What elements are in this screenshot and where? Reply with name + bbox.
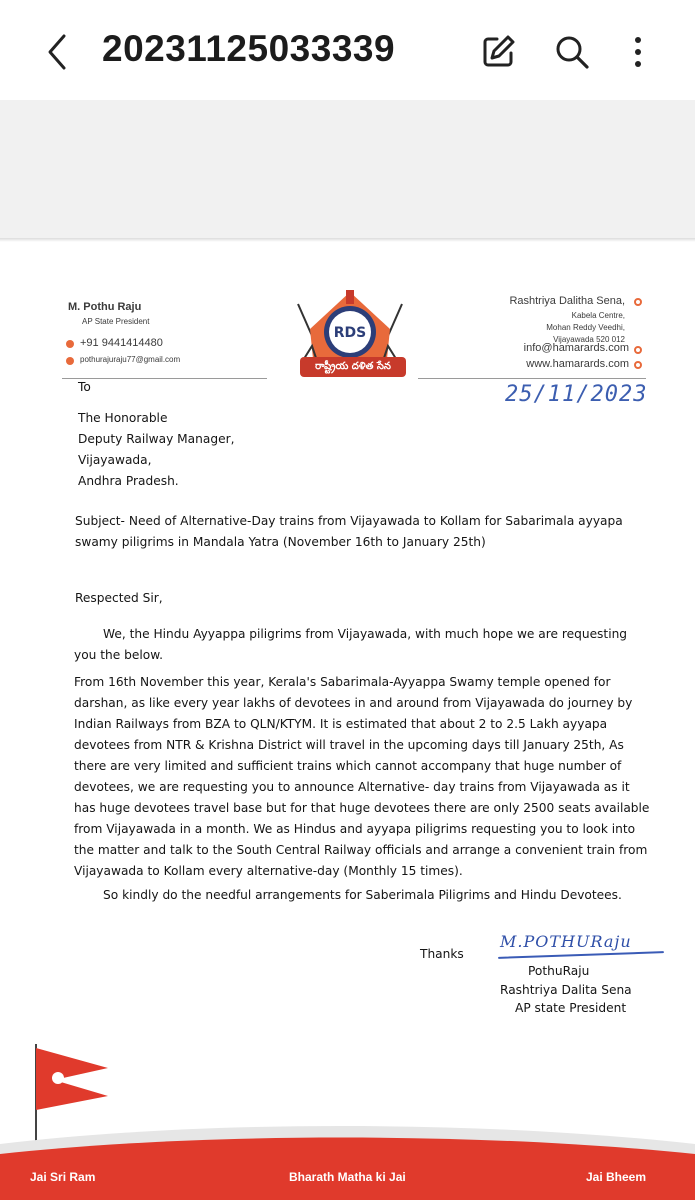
handwritten-date: 25/11/2023	[505, 382, 648, 407]
body-line: darshan, as like every year lakhs of devotees in and around from Vijayawada do journey by	[74, 696, 633, 710]
body-line: devotees from NTR & Krishna District will travel in the upcoming days till January 25th, As	[74, 738, 624, 752]
location-icon	[634, 298, 642, 306]
back-button[interactable]	[40, 30, 76, 74]
sender-phone: +91 9441414480	[80, 337, 163, 349]
recipient-line: Vijayawada,	[78, 453, 152, 467]
body-line: from Vijayawada in a month. We as Hindus and ayyapa piligrims requesting you to look into	[74, 822, 636, 836]
body-line: there are very limited and sufficient trains which cannot accompany that huge number of	[74, 759, 622, 773]
divider	[418, 378, 646, 379]
org-email: info@hamarards.com	[523, 342, 629, 354]
body-line: From 16th November this year, Kerala's Sabarimala-Ayyappa Swamy temple opened for	[74, 675, 611, 689]
thanks: Thanks	[420, 947, 464, 961]
address-line: Vijayawada 520 012	[553, 335, 625, 344]
search-icon	[552, 32, 592, 72]
sender-email: pothurajuraju77@gmail.com	[80, 355, 181, 364]
footer-slogan: Jai Sri Ram	[30, 1170, 96, 1184]
sender-role: AP State President	[82, 317, 150, 326]
intro-line: you the below.	[74, 648, 163, 662]
mail-icon	[634, 346, 642, 354]
body-line: devotees, we are requesting you to announce Alternative- day trains from Vijayawada as it	[74, 780, 630, 794]
mail-icon	[66, 357, 74, 365]
footer-band	[0, 1114, 695, 1200]
org-name: Rashtriya Dalitha Sena,	[509, 295, 625, 307]
recipient-line: Deputy Railway Manager,	[78, 432, 235, 446]
address-line: Mohan Reddy Veedhi,	[546, 323, 625, 332]
signatory-line: PothuRaju	[528, 964, 590, 978]
letter-page	[0, 242, 695, 1200]
subject-line: Subject- Need of Alternative-Day trains from Vijayawada to Kollam for Sabarimala ayyapa	[75, 514, 623, 528]
to-label: To	[78, 380, 91, 394]
sender-name: M. Pothu Raju	[68, 301, 142, 313]
footer-slogan: Jai Bheem	[586, 1170, 647, 1184]
document-title: 20231125033339	[102, 28, 396, 69]
more-options-button[interactable]	[618, 32, 658, 72]
signatory-line: AP state President	[515, 1001, 627, 1015]
web-icon	[634, 361, 642, 369]
body-line: the matter and talk to the South Central Railway officials and arrange a convenient train from	[74, 843, 648, 857]
address-line: Kabela Centre,	[571, 311, 625, 320]
divider	[62, 378, 267, 379]
phone-icon	[66, 340, 74, 348]
edit-button[interactable]	[478, 32, 518, 72]
recipient-line: The Honorable	[78, 411, 168, 425]
logo-initials: RDS	[333, 325, 367, 341]
more-vertical-icon	[618, 32, 658, 72]
footer-slogan: Bharath Matha ki Jai	[289, 1170, 406, 1184]
signatory-line: Rashtriya Dalita Sena	[500, 983, 632, 997]
recipient-line: Andhra Pradesh.	[78, 474, 179, 488]
org-website: www.hamarards.com	[526, 358, 629, 370]
intro-line: We, the Hindu Ayyappa piligrims from Vijayawada, with much hope we are requesting	[103, 627, 628, 641]
body-line: has huge devotees travel base but for that huge devotees there are only 2500 seats available	[74, 801, 650, 815]
salutation: Respected Sir,	[75, 591, 163, 605]
subject-line: swamy piligrims in Mandala Yatra (November 16th to January 25th)	[75, 535, 486, 549]
viewer-background	[0, 100, 695, 240]
signature: M.POTHURaju	[500, 932, 632, 951]
edit-icon	[478, 32, 518, 72]
search-button[interactable]	[552, 32, 592, 72]
chevron-left-icon	[40, 30, 76, 74]
signature-underline	[498, 951, 664, 959]
app-toolbar	[0, 0, 695, 100]
body-line: Indian Railways from BZA to QLN/KTYM. It is estimated that about 2 to 2.5 Lakh ayyapa	[74, 717, 608, 731]
logo-telugu-name: రాష్ట్రీయ దళిత సేన	[300, 357, 406, 377]
flag-text: RDS	[79, 1073, 97, 1081]
closing-request: So kindly do the needful arrangements for Saberimala Piligrims and Hindu Devotees.	[103, 888, 622, 902]
body-line: Vijayawada to Kollam every alternative-day (Monthly 15 times).	[74, 864, 463, 878]
